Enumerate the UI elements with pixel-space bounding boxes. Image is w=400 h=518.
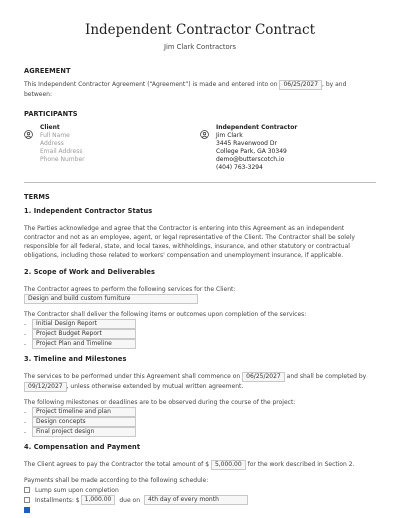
client-email-field[interactable]: Email Address (40, 148, 83, 155)
lump-sum-checkbox[interactable] (24, 487, 30, 493)
deliverable-field[interactable]: Initial Design Report (32, 319, 136, 329)
agreement-text-before: This Independent Contractor Agreement (“Agreement”) is made and entered into on (24, 81, 278, 88)
section-3-text (24, 372, 376, 392)
agreement-date-field[interactable]: 06/25/2027 (279, 80, 322, 90)
participants-heading: PARTICIPANTS (24, 110, 78, 118)
installments-checkbox[interactable] (24, 497, 30, 503)
terms-heading: TERMS (24, 193, 50, 201)
section-2-deliver-intro: The Contractor shall deliver the following items or outcomes upon completion of the services: (24, 311, 307, 318)
document-title: Independent Contractor Contract (84, 22, 316, 38)
milestones-list (24, 407, 376, 437)
contractor-email: demo@butterscotch.io (216, 156, 285, 163)
person-icon (200, 124, 210, 172)
timeline-text-3: , unless otherwise extended by mutual written agreement. (66, 383, 244, 390)
section-4-heading: 4. Compensation and Payment (24, 443, 141, 451)
lump-sum-label: Lump sum upon completion (35, 486, 119, 494)
due-date-field[interactable]: 4th day of every month (144, 495, 248, 505)
timeline-text-1: The services to be performed under this Agreement shall commence on (24, 373, 241, 380)
section-2-intro: The Contractor agrees to perform the following services for the Client: (24, 286, 236, 293)
start-date-field[interactable]: 06/25/2027 (242, 372, 285, 382)
list-item: - Final project design (24, 427, 376, 437)
contractor-address-line2: College Park, GA 30349 (216, 148, 287, 155)
list-item: - Design concepts (24, 417, 376, 427)
contractor-name: Jim Clark (216, 132, 243, 139)
client-phone-field[interactable]: Phone Number (40, 156, 85, 163)
contractor-details (216, 124, 297, 172)
schedule-intro: Payments shall be made according to the following schedule: (24, 477, 209, 484)
client-details (40, 124, 85, 172)
client-address-field[interactable]: Address (40, 140, 64, 147)
agreement-heading: AGREEMENT (24, 67, 71, 75)
participants-section (24, 124, 376, 172)
services-field[interactable]: Design and build custom furniture (24, 294, 198, 304)
document-subtitle: Jim Clark Contractors (163, 43, 237, 51)
list-item: - Initial Design Report (24, 319, 376, 329)
section-1-body: The Parties acknowledge and agree that the Contractor is entering into this Agreement as an independent contractor and not as an employee, agent, or legal representative of the Client. The Contractor shall be solely responsible for all federal, state, and local taxes, withholdings, insurance, and other statutory or contractual obligations, including those related to workers' compensation and unemployment insurance, if applicable. (24, 225, 355, 259)
deliverable-field[interactable]: Project Budget Report (32, 329, 136, 339)
total-amount-field[interactable]: 5,000.00 (211, 460, 246, 470)
milestone-field[interactable]: Design concepts (32, 417, 136, 427)
milestones-intro: The following milestones or deadlines are to be observed during the course of the project: (24, 399, 296, 406)
lump-sum-option[interactable] (24, 485, 376, 495)
person-icon (24, 124, 34, 172)
deliverable-field[interactable]: Project Plan and Timeline (32, 339, 136, 349)
contractor-phone: (404) 763-3294 (216, 164, 263, 171)
section-3-heading: 3. Timeline and Milestones (24, 355, 127, 363)
section-2-heading: 2. Scope of Work and Deliverables (24, 268, 156, 276)
third-option-checkbox[interactable] (24, 507, 30, 513)
deliverables-list (24, 319, 376, 349)
end-date-field[interactable]: 09/12/2027 (24, 382, 67, 392)
due-on-label: due on (119, 496, 141, 504)
compensation-text-1: The Client agrees to pay the Contractor the total amount of $ (24, 461, 210, 468)
client-full-name-field[interactable]: Full Name (40, 132, 70, 139)
client-block (24, 124, 200, 172)
list-item: - Project Plan and Timeline (24, 339, 376, 349)
installment-amount-field[interactable]: 1,000.00 (81, 495, 116, 505)
list-item: - Project Budget Report (24, 329, 376, 339)
agreement-text (24, 80, 376, 99)
client-label: Client (40, 124, 60, 131)
milestone-field[interactable]: Final project design (32, 427, 136, 437)
contractor-block (200, 124, 376, 172)
installments-option[interactable] (24, 495, 376, 505)
installments-label: Installments: $ (35, 496, 80, 504)
milestone-field[interactable]: Project timeline and plan (32, 407, 136, 417)
timeline-text-2: and shall be completed by (286, 373, 367, 380)
contractor-address-line1: 3445 Ravenwood Dr (216, 140, 277, 147)
section-divider (24, 182, 376, 183)
list-item: - Project timeline and plan (24, 407, 376, 417)
third-payment-option[interactable] (24, 505, 376, 515)
contractor-label: Independent Contractor (216, 124, 298, 131)
section-1-heading: 1. Independent Contractor Status (24, 207, 153, 215)
agreement-text-after: , by and between: (24, 81, 347, 98)
section-4-text (24, 460, 376, 470)
compensation-text-2: for the work described in Section 2. (247, 461, 355, 468)
